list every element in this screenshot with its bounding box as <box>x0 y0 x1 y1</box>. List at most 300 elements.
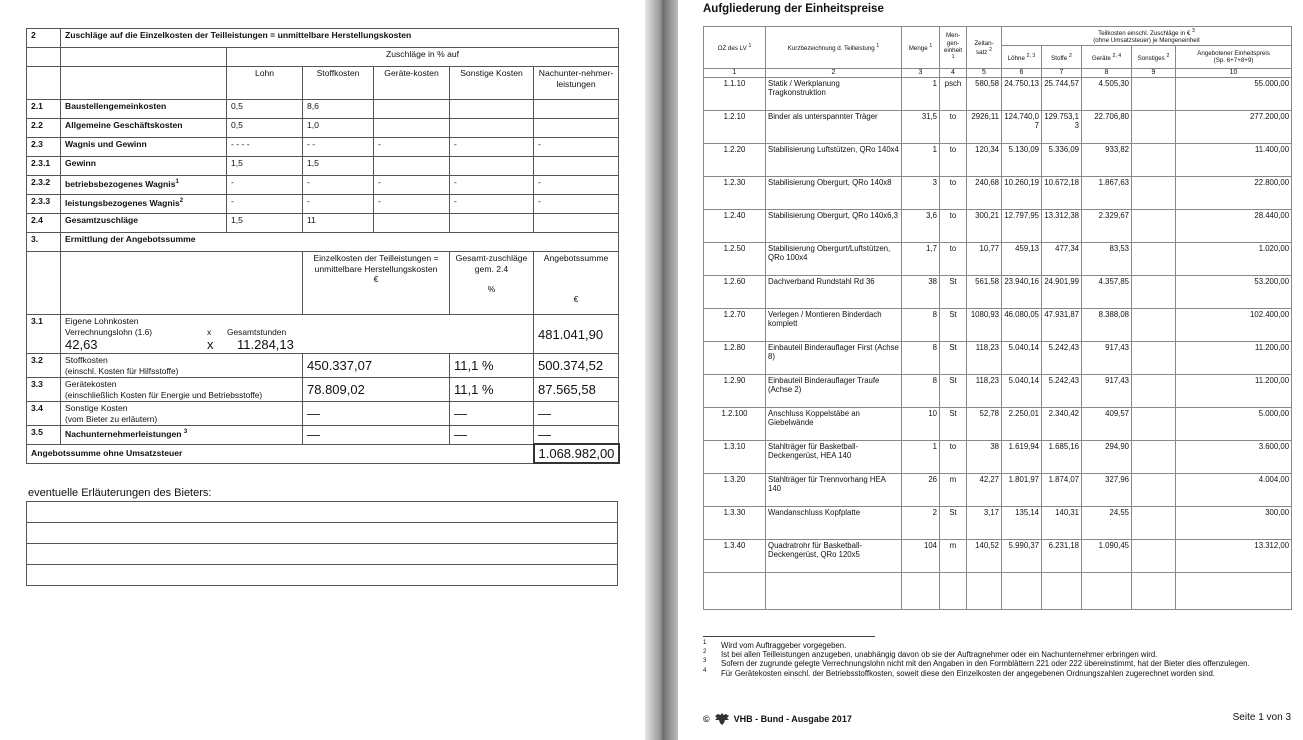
footnote-text: Ist bei allen Teilleistungen anzugeben, unabhängig davon ob sie der Auftragnehmer oder ein Nachunternehmer erbringen wird. <box>721 650 1158 660</box>
row-label-text: Baustellengemeinkosten <box>65 101 167 111</box>
sonstiges-cell <box>1132 507 1176 540</box>
note-line[interactable] <box>26 564 618 586</box>
row-number: 2.3 <box>27 138 61 157</box>
empty-cell <box>902 573 940 610</box>
einheit-cell: m <box>940 540 967 573</box>
loehne-cell: 1.801,97 <box>1002 474 1042 507</box>
sonstiges-cell <box>1132 540 1176 573</box>
einheit-cell: St <box>940 309 967 342</box>
note-line[interactable] <box>26 522 618 543</box>
geraete-cell: 4.505,30 <box>1082 78 1132 111</box>
header-ep-sub: (Sp. 6+7+8+9) <box>1213 57 1254 65</box>
menge-cell: 31,5 <box>902 111 940 144</box>
gesamtzuschlaege-header <box>450 252 534 315</box>
einheitspreise-table <box>703 26 1292 610</box>
row-number: 3.3 <box>27 378 61 402</box>
menge-cell: 2 <box>902 507 940 540</box>
zuschlag-value <box>450 100 534 119</box>
column-number: 4 <box>940 69 967 78</box>
loehne-cell: 135,14 <box>1002 507 1042 540</box>
geraete-cell: 4.357,85 <box>1082 276 1132 309</box>
note-line[interactable] <box>26 501 618 522</box>
empty-cell <box>704 573 766 610</box>
empty-cell <box>766 573 902 610</box>
zeitansatz-cell: 120,34 <box>967 144 1002 177</box>
empty-cell <box>61 252 303 315</box>
geraetekosten-sum: 87.565,58 <box>534 378 619 402</box>
row-number: 2.3.1 <box>27 157 61 176</box>
menge-cell: 3,6 <box>902 210 940 243</box>
row-label <box>61 176 227 195</box>
header-menge-label: Menge <box>908 45 928 53</box>
zuschlaege-header: Zuschläge in % auf <box>227 48 619 67</box>
lohnkosten-sum: 481.041,90 <box>534 315 619 354</box>
bieter-notes-area <box>26 486 618 586</box>
stoffe-cell: 129.753,13 <box>1042 111 1082 144</box>
gesamtstunden-label: Gesamtstunden <box>227 326 287 337</box>
einheitspreis-cell: 102.400,00 <box>1176 309 1292 342</box>
header-einheit-label: Men-gen-einheit <box>943 32 963 54</box>
geraete-cell: 933,82 <box>1082 144 1132 177</box>
row-label <box>61 119 227 138</box>
empty-cell <box>1002 573 1042 610</box>
empty-cell <box>1042 573 1082 610</box>
description-cell: Verlegen / Montieren Binderdach komplett <box>766 309 902 342</box>
empty-cell <box>1082 573 1132 610</box>
zuschlag-value: - <box>374 195 450 214</box>
row-label-text: betriebsbezogenes Wagnis <box>65 178 176 189</box>
oz-cell: 1.2.50 <box>704 243 766 276</box>
header-oz-label: OZ des LV <box>717 45 747 53</box>
nachunternehmer-label <box>61 426 303 445</box>
zuschlag-value: - <box>303 176 374 195</box>
note-line[interactable] <box>26 543 618 564</box>
zuschlag-row <box>27 119 619 138</box>
header-sonstiges <box>1132 46 1176 69</box>
sonstiges-cell <box>1132 144 1176 177</box>
oz-cell: 1.2.70 <box>704 309 766 342</box>
zuschlag-value <box>374 157 450 176</box>
section-number: 2 <box>27 29 61 48</box>
header-einheitspreis <box>1176 46 1292 69</box>
zuschlag-row <box>27 138 619 157</box>
zuschlag-value: - <box>450 195 534 214</box>
row-number: 2.1 <box>27 100 61 119</box>
sonstiges-cell <box>1132 441 1176 474</box>
description-cell: Stabilisierung Luftstützen, QRo 140x4 <box>766 144 902 177</box>
header-menge <box>902 27 940 69</box>
einheit-cell: to <box>940 177 967 210</box>
einheitspreis-cell: 11.200,00 <box>1176 342 1292 375</box>
zuschlaege-table <box>26 28 620 464</box>
description-cell: Einbauteil Binderauflager Traufe (Achse 2) <box>766 375 902 408</box>
empty-cell <box>61 48 227 67</box>
copyright-sign: © <box>703 714 710 724</box>
row-number: 3.5 <box>27 426 61 445</box>
einheitspreis-cell: 5.000,00 <box>1176 408 1292 441</box>
stoffe-cell: 10.672,18 <box>1042 177 1082 210</box>
section-title: Ermittlung der Angebotssumme <box>61 233 619 252</box>
einheitspreis-cell: 22.800,00 <box>1176 177 1292 210</box>
column-number: 6 <box>1002 69 1042 78</box>
empty-cell <box>27 67 61 100</box>
menge-cell: 1 <box>902 78 940 111</box>
menge-cell: 3 <box>902 177 940 210</box>
zuschlag-value: 1,0 <box>303 119 374 138</box>
table-row <box>704 540 1292 573</box>
table-row <box>704 408 1292 441</box>
oz-cell: 1.1.10 <box>704 78 766 111</box>
nachunternehmer-sum: — <box>534 426 619 445</box>
row-number: 3.2 <box>27 354 61 378</box>
zeitansatz-cell: 140,52 <box>967 540 1002 573</box>
stoffe-cell: 5.242,43 <box>1042 342 1082 375</box>
header-zeit-label: Zeitan-satz <box>974 39 994 56</box>
stoffe-cell: 6.231,18 <box>1042 540 1082 573</box>
empty-cell <box>27 252 61 315</box>
zeitansatz-cell: 580,58 <box>967 78 1002 111</box>
menge-cell: 8 <box>902 375 940 408</box>
zuschlag-value: 1,5 <box>227 157 303 176</box>
zeitansatz-cell: 240,68 <box>967 177 1002 210</box>
menge-cell: 1 <box>902 441 940 474</box>
footnote-text: Sofern der zugrunde gelegte Verrechnungslohn nicht mit den Angaben in den Formblättern 221 oder 222 übereinstimmt, hat der Bieter dies offenzulegen. <box>721 659 1250 669</box>
zuschlag-rows <box>27 100 619 233</box>
footnote-mark: 3 <box>703 658 707 665</box>
table-row <box>704 177 1292 210</box>
zuschlag-value: - <box>534 138 619 157</box>
zuschlag-value <box>450 119 534 138</box>
zuschlag-value <box>534 119 619 138</box>
header-loehne-label: Löhne <box>1007 54 1025 62</box>
row-number: 3.4 <box>27 402 61 426</box>
menge-cell: 10 <box>902 408 940 441</box>
zuschlag-value <box>534 214 619 233</box>
angebotssumme-label: Angebotssumme <box>543 253 609 263</box>
notes-label: eventuelle Erläuterungen des Bieters: <box>28 487 212 499</box>
zuschlag-value: 1,5 <box>303 157 374 176</box>
einheit-cell: psch <box>940 78 967 111</box>
footnote-mark: 2 <box>703 649 707 656</box>
einheit-cell: St <box>940 276 967 309</box>
zeitansatz-cell: 118,23 <box>967 342 1002 375</box>
column-number: 9 <box>1132 69 1176 78</box>
oz-cell: 1.2.60 <box>704 276 766 309</box>
footnote-mark: 1 <box>951 53 955 60</box>
stoffe-cell: 2.340,42 <box>1042 408 1082 441</box>
footnote-mark: 1 <box>876 43 880 50</box>
oz-cell: 1.2.30 <box>704 177 766 210</box>
stoffe-cell: 13.312,38 <box>1042 210 1082 243</box>
row-label-text: leistungsbezogenes Wagnis <box>65 197 180 208</box>
sonstiges-cell <box>1132 408 1176 441</box>
table-row <box>704 210 1292 243</box>
col-header-lohn: Lohn <box>227 67 303 100</box>
zeitansatz-cell: 42,27 <box>967 474 1002 507</box>
einheit-cell: to <box>940 144 967 177</box>
geraete-cell: 2.329,67 <box>1082 210 1132 243</box>
geraete-cell: 409,57 <box>1082 408 1132 441</box>
description-cell: Stahlträger für Trennvorhang HEA 140 <box>766 474 902 507</box>
federal-eagle-icon <box>714 712 730 726</box>
column-number: 5 <box>967 69 1002 78</box>
zuschlag-value: - <box>374 138 450 157</box>
sonstiges-cell <box>1132 474 1176 507</box>
zuschlag-value: - <box>450 138 534 157</box>
table-row <box>704 276 1292 309</box>
empty-cell <box>61 67 227 100</box>
table-row <box>704 375 1292 408</box>
stoffkosten-label <box>61 354 303 378</box>
loehne-cell: 10.260,19 <box>1002 177 1042 210</box>
sonstige-kosten-label <box>61 402 303 426</box>
einheitspreis-cell: 3.600,00 <box>1176 441 1292 474</box>
zuschlag-value: - - <box>303 138 374 157</box>
einheitspreis-cell: 4.004,00 <box>1176 474 1292 507</box>
description-cell: Anschluss Koppelstäbe an Giebelwände <box>766 408 902 441</box>
column-number: 7 <box>1042 69 1082 78</box>
oz-cell: 1.2.40 <box>704 210 766 243</box>
footnote-divider <box>703 636 875 637</box>
stoffe-cell: 47.931,87 <box>1042 309 1082 342</box>
table-row <box>704 309 1292 342</box>
row-label <box>61 214 227 233</box>
total-value: 1.068.982,00 <box>534 444 619 463</box>
geraetekosten-sub: (einschließlich Kosten für Energie und Betriebsstoffe) <box>65 389 263 400</box>
footnote-mark: 2 <box>1068 52 1072 59</box>
stoffe-cell: 24.901,99 <box>1042 276 1082 309</box>
table-row <box>704 507 1292 540</box>
angebotssumme-unit: € <box>573 293 579 304</box>
footer-text: VHB - Bund - Ausgabe 2017 <box>733 714 852 724</box>
loehne-cell: 12.797,95 <box>1002 210 1042 243</box>
empty-cell <box>940 573 967 610</box>
stoffe-cell: 1.874,07 <box>1042 474 1082 507</box>
column-number: 1 <box>704 69 766 78</box>
loehne-cell: 5.040,14 <box>1002 342 1042 375</box>
column-number-row <box>704 69 1292 78</box>
zuschlag-value: 8,6 <box>303 100 374 119</box>
zeitansatz-cell: 52,78 <box>967 408 1002 441</box>
header-kurz-label: Kurzbezeichnung d. Teilleistung <box>787 45 875 53</box>
footnote-mark: 2, 3 <box>1026 52 1036 59</box>
menge-cell: 26 <box>902 474 940 507</box>
header-geraete-label: Geräte <box>1091 54 1111 62</box>
page-footer <box>703 712 1291 726</box>
loehne-cell: 23.940,16 <box>1002 276 1042 309</box>
menge-cell: 8 <box>902 309 940 342</box>
einzelkosten-unit: € <box>373 274 379 284</box>
column-number: 2 <box>766 69 902 78</box>
geraete-cell: 327,96 <box>1082 474 1132 507</box>
multiply-sign: x <box>207 337 214 352</box>
header-teilkosten-sub: (ohne Umsatzsteuer) je Mengeneinheit <box>1093 37 1200 45</box>
geraetekosten-pct: 11,1 % <box>450 378 534 402</box>
description-cell: Stabilisierung Obergurt, QRo 140x6,3 <box>766 210 902 243</box>
footnotes <box>703 641 1291 678</box>
page-number: Seite 1 von 3 <box>1232 712 1291 723</box>
header-sonstiges-label: Sonstiges <box>1137 54 1165 62</box>
form-page-left <box>0 0 645 740</box>
zuschlag-value <box>534 100 619 119</box>
header-teilkosten <box>1002 27 1292 46</box>
empty-cell <box>967 573 1002 610</box>
lohnkosten-cell <box>61 315 534 354</box>
footnote-text: Für Gerätekosten einschl. der Betriebsstoffkosten, soweit diese den Einzelkosten der angegebenen Ordnungszahlen zugerechnet worden sind. <box>721 668 1215 678</box>
stoffe-cell: 140,31 <box>1042 507 1082 540</box>
stoffe-cell: 1.685,16 <box>1042 441 1082 474</box>
zuschlag-value <box>450 214 534 233</box>
footnote-mark: 3 <box>1192 28 1195 34</box>
menge-cell: 1 <box>902 144 940 177</box>
loehne-cell: 459,13 <box>1002 243 1042 276</box>
einheit-cell: to <box>940 441 967 474</box>
zuschlag-value: - - - - <box>227 138 303 157</box>
zuschlag-value: - <box>534 176 619 195</box>
verrechnungslohn-value: 42,63 <box>65 337 98 352</box>
section-title: Zuschläge auf die Einzelkosten der Teilleistungen = unmittelbare Herstellungskosten <box>61 29 619 48</box>
description-cell: Stabilisierung Obergurt, QRo 140x8 <box>766 177 902 210</box>
geraete-cell: 917,43 <box>1082 375 1132 408</box>
zuschlag-row <box>27 100 619 119</box>
row-number: 2.4 <box>27 214 61 233</box>
row-label-text: Wagnis und Gewinn <box>65 139 147 149</box>
oz-cell: 1.3.40 <box>704 540 766 573</box>
loehne-cell: 46.080,05 <box>1002 309 1042 342</box>
geraete-cell: 1.090,45 <box>1082 540 1132 573</box>
row-label <box>61 138 227 157</box>
empty-cell <box>27 48 61 67</box>
sonstige-kosten-ek: — <box>303 402 450 426</box>
footnote-mark: 3 <box>183 429 188 435</box>
row-label-text: Allgemeine Geschäftskosten <box>65 120 183 130</box>
einheit-cell: St <box>940 408 967 441</box>
zuschlag-value: 1,5 <box>227 214 303 233</box>
footnote-mark: 1 <box>175 179 179 185</box>
zuschlag-value: - <box>303 195 374 214</box>
sonstige-kosten-sum: — <box>534 402 619 426</box>
zuschlag-row <box>27 176 619 195</box>
description-cell: Wandanschluss Kopfplatte <box>766 507 902 540</box>
einheitspreis-cell: 53.200,00 <box>1176 276 1292 309</box>
zuschlag-row <box>27 157 619 176</box>
description-cell: Statik / Werkplanung Tragkonstruktion <box>766 78 902 111</box>
page-gutter <box>645 0 678 740</box>
row-label <box>61 157 227 176</box>
loehne-cell: 124.740,07 <box>1002 111 1042 144</box>
zuschlag-row <box>27 195 619 214</box>
gesamtzuschlaege-label: Gesamt-zuschläge gem. 2.4 <box>455 253 528 274</box>
geraete-cell: 294,90 <box>1082 441 1132 474</box>
stoffkosten-ek: 450.337,07 <box>303 354 450 378</box>
loehne-cell: 2.250,01 <box>1002 408 1042 441</box>
header-einheit <box>940 27 967 69</box>
row-label <box>61 195 227 214</box>
footnote-mark: 2, 4 <box>1112 52 1122 59</box>
sonstiges-cell <box>1132 342 1176 375</box>
einheit-cell: to <box>940 210 967 243</box>
lohnkosten-title: Eigene Lohnkosten <box>65 316 139 326</box>
sonstiges-cell <box>1132 309 1176 342</box>
zuschlag-value: 0,5 <box>227 100 303 119</box>
description-cell: Dachverband Rundstahl Rd 36 <box>766 276 902 309</box>
oz-cell: 1.2.10 <box>704 111 766 144</box>
loehne-cell: 5.990,37 <box>1002 540 1042 573</box>
sonstiges-cell <box>1132 276 1176 309</box>
form-page-right <box>678 0 1303 740</box>
zuschlag-row <box>27 214 619 233</box>
zuschlag-value <box>534 157 619 176</box>
einheit-cell: St <box>940 342 967 375</box>
geraete-cell: 22.706,80 <box>1082 111 1132 144</box>
zuschlag-value: - <box>450 176 534 195</box>
zuschlag-value: - <box>227 195 303 214</box>
nachunternehmer-ek: — <box>303 426 450 445</box>
stoffkosten-title: Stoffkosten <box>65 355 108 365</box>
geraete-cell: 8.388,08 <box>1082 309 1132 342</box>
stoffkosten-pct: 11,1 % <box>450 354 534 378</box>
zuschlag-value <box>374 119 450 138</box>
col-header-stoffkosten: Stoffkosten <box>303 67 374 100</box>
header-zeitansatz <box>967 27 1002 69</box>
table-row <box>704 78 1292 111</box>
col-header-nachunternehmer: Nachunter-nehmer-leistungen <box>534 67 619 100</box>
sonstiges-cell <box>1132 177 1176 210</box>
geraetekosten-ek: 78.809,02 <box>303 378 450 402</box>
loehne-cell: 24.750,13 <box>1002 78 1042 111</box>
einzelkosten-label: Einzelkosten der Teilleistungen = unmittelbare Herstellungskosten <box>313 253 439 274</box>
row-number: 2.3.2 <box>27 176 61 195</box>
footnote-text: Wird vom Auftraggeber vorgegeben. <box>721 641 847 650</box>
zuschlag-value <box>374 214 450 233</box>
gesamtstunden-value: 11.284,13 <box>237 337 294 352</box>
sonstiges-cell <box>1132 78 1176 111</box>
einheitspreis-cell: 1.020,00 <box>1176 243 1292 276</box>
multiply-sign: x <box>207 326 212 337</box>
sonstiges-cell <box>1132 111 1176 144</box>
menge-cell: 1,7 <box>902 243 940 276</box>
table-row <box>704 144 1292 177</box>
table-row <box>704 111 1292 144</box>
footer-brand <box>703 712 852 726</box>
stoffe-cell: 25.744,57 <box>1042 78 1082 111</box>
einheit-cell: St <box>940 375 967 408</box>
einheitspreis-cell: 11.400,00 <box>1176 144 1292 177</box>
header-kurzbezeichnung <box>766 27 902 69</box>
sonstiges-cell <box>1132 375 1176 408</box>
zeitansatz-cell: 1080,93 <box>967 309 1002 342</box>
footnote <box>703 659 1291 668</box>
column-number: 10 <box>1176 69 1292 78</box>
table-row <box>704 342 1292 375</box>
sonstiges-cell <box>1132 243 1176 276</box>
row-number: 2.2 <box>27 119 61 138</box>
row-label-text: Gesamtzuschläge <box>65 215 139 225</box>
einzelkosten-header <box>303 252 450 315</box>
oz-cell: 1.2.80 <box>704 342 766 375</box>
einheitspreis-cell: 13.312,00 <box>1176 540 1292 573</box>
zeitansatz-cell: 561,58 <box>967 276 1002 309</box>
loehne-cell: 5.130,09 <box>1002 144 1042 177</box>
footnote-mark: 2 <box>1166 52 1170 59</box>
footnote <box>703 641 1291 650</box>
total-label: Angebotssumme ohne Umsatzsteuer <box>27 444 534 463</box>
description-cell: Quadratrohr für Basketball-Deckengerüst, QRo 120x5 <box>766 540 902 573</box>
zuschlag-value: 11 <box>303 214 374 233</box>
oz-cell: 1.2.20 <box>704 144 766 177</box>
table-row <box>704 441 1292 474</box>
row-number: 2.3.3 <box>27 195 61 214</box>
